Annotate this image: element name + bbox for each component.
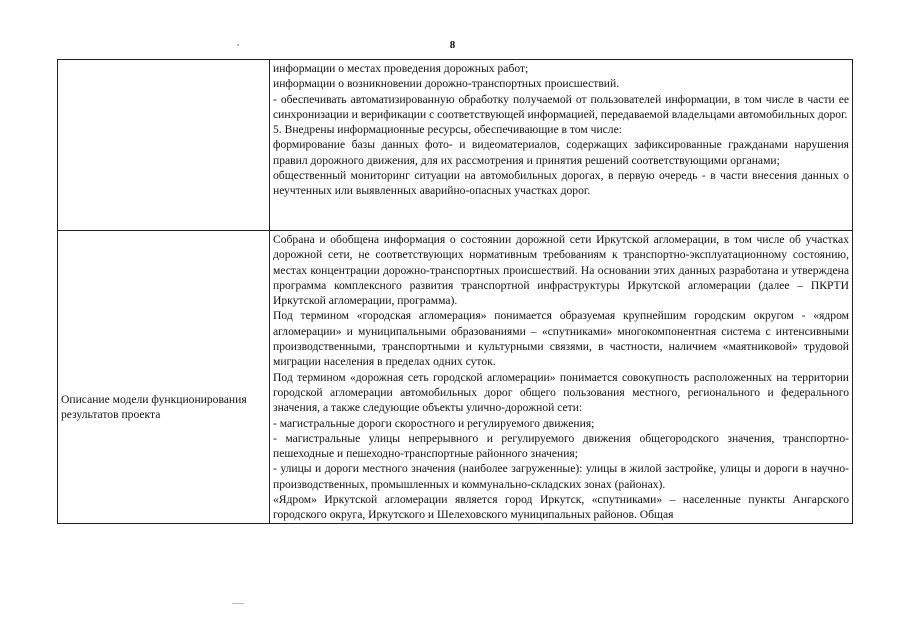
paragraph: информации о местах проведения дорожных работ; [273, 62, 529, 75]
paragraph: - магистральные дороги скоростного и регулируемого движения; [273, 416, 595, 430]
paragraph: формирование базы данных фото- и видеоматериалов, содержащих зафиксированные гражданами нарушения правил дорожного движения, для их рассмотрения и принятия решений соответствующими органами; [273, 138, 849, 167]
row-2-left-cell [58, 231, 270, 524]
paragraph: 5. Внедрены информационные ресурсы, обеспечивающие в том числе: [273, 123, 622, 137]
paragraph: информации о возникновении дорожно-транспортных происшествий. [273, 77, 620, 91]
paragraph: Собрана и обобщена информация о состоянии дорожной сети Иркутской агломерации, в том числе об участках дорожной сети, не соответствующих нормативным требованиям к транспортно-эксплуатационному состоянию, местах концентрации дорожно-транспортных происшествий. На основании этих данных разработана и утверждена программа комплексного развития транспортной инфраструктуры Иркутской агломерации (далее – ПКРТИ Иркутской агломерации, программа). [273, 233, 849, 308]
paragraph: общественный мониторинг ситуации на автомобильных дорогах, в первую очередь - в части внесения данных о неучтенных или выявленных аварийно-опасных участках дорог. [273, 169, 849, 198]
row-1-left-cell [58, 60, 270, 231]
paragraph: - магистральные улицы непрерывного и регулируемого движения общегородского значения, транспортно-пешеходные и пешеходно-транспортные районного значения; [273, 431, 849, 461]
paragraph: «Ядром» Иркутской агломерации является город Иркутск, «спутниками» – населенные пункты Ангарского городского округа, Иркутского и Шелеховского муниципальных районов. Общая [273, 493, 849, 522]
paragraph: - улицы и дороги местного значения (наиболее загруженные): улицы в жилой застройке, улицы и дороги в научно-производственных, промышленных и коммунально-складских зонах (районах). [273, 462, 849, 491]
row-1-right-cell [270, 60, 853, 231]
scan-dot [237, 44, 239, 46]
document-table [57, 59, 853, 524]
paragraph: Под термином «дорожная сеть городской агломерации» понимается совокупность расположенных на территории городской агломерации автомобильных дорог общего пользования местного, регионального и федерального значения, а также следующие объекты улично-дорожной сети: [273, 370, 849, 415]
table-row [58, 231, 853, 524]
page-number: 8 [449, 39, 456, 51]
scan-mark [232, 603, 244, 604]
paragraph: Под термином «городская агломерация» понимается образуемая крупнейшим городским округом - «ядром агломерации» и муниципальными образованиями – «спутниками» многокомпонентная система с интенсивными производственными, транспортными и культурными связями, в частности, наличием «маятниковой» трудовой миграции населения в пределах одних суток. [273, 309, 849, 369]
paragraph: - обеспечивать автоматизированную обработку получаемой от пользователей информации, в том числе в части ее синхронизации и верификации с соответствующей информацией, передаваемой владельцами автомобильных дорог. [273, 92, 849, 121]
row-label: Описание модели функционирования результатов проекта [61, 393, 247, 422]
table-row [58, 60, 853, 231]
row-2-right-cell [270, 231, 853, 524]
